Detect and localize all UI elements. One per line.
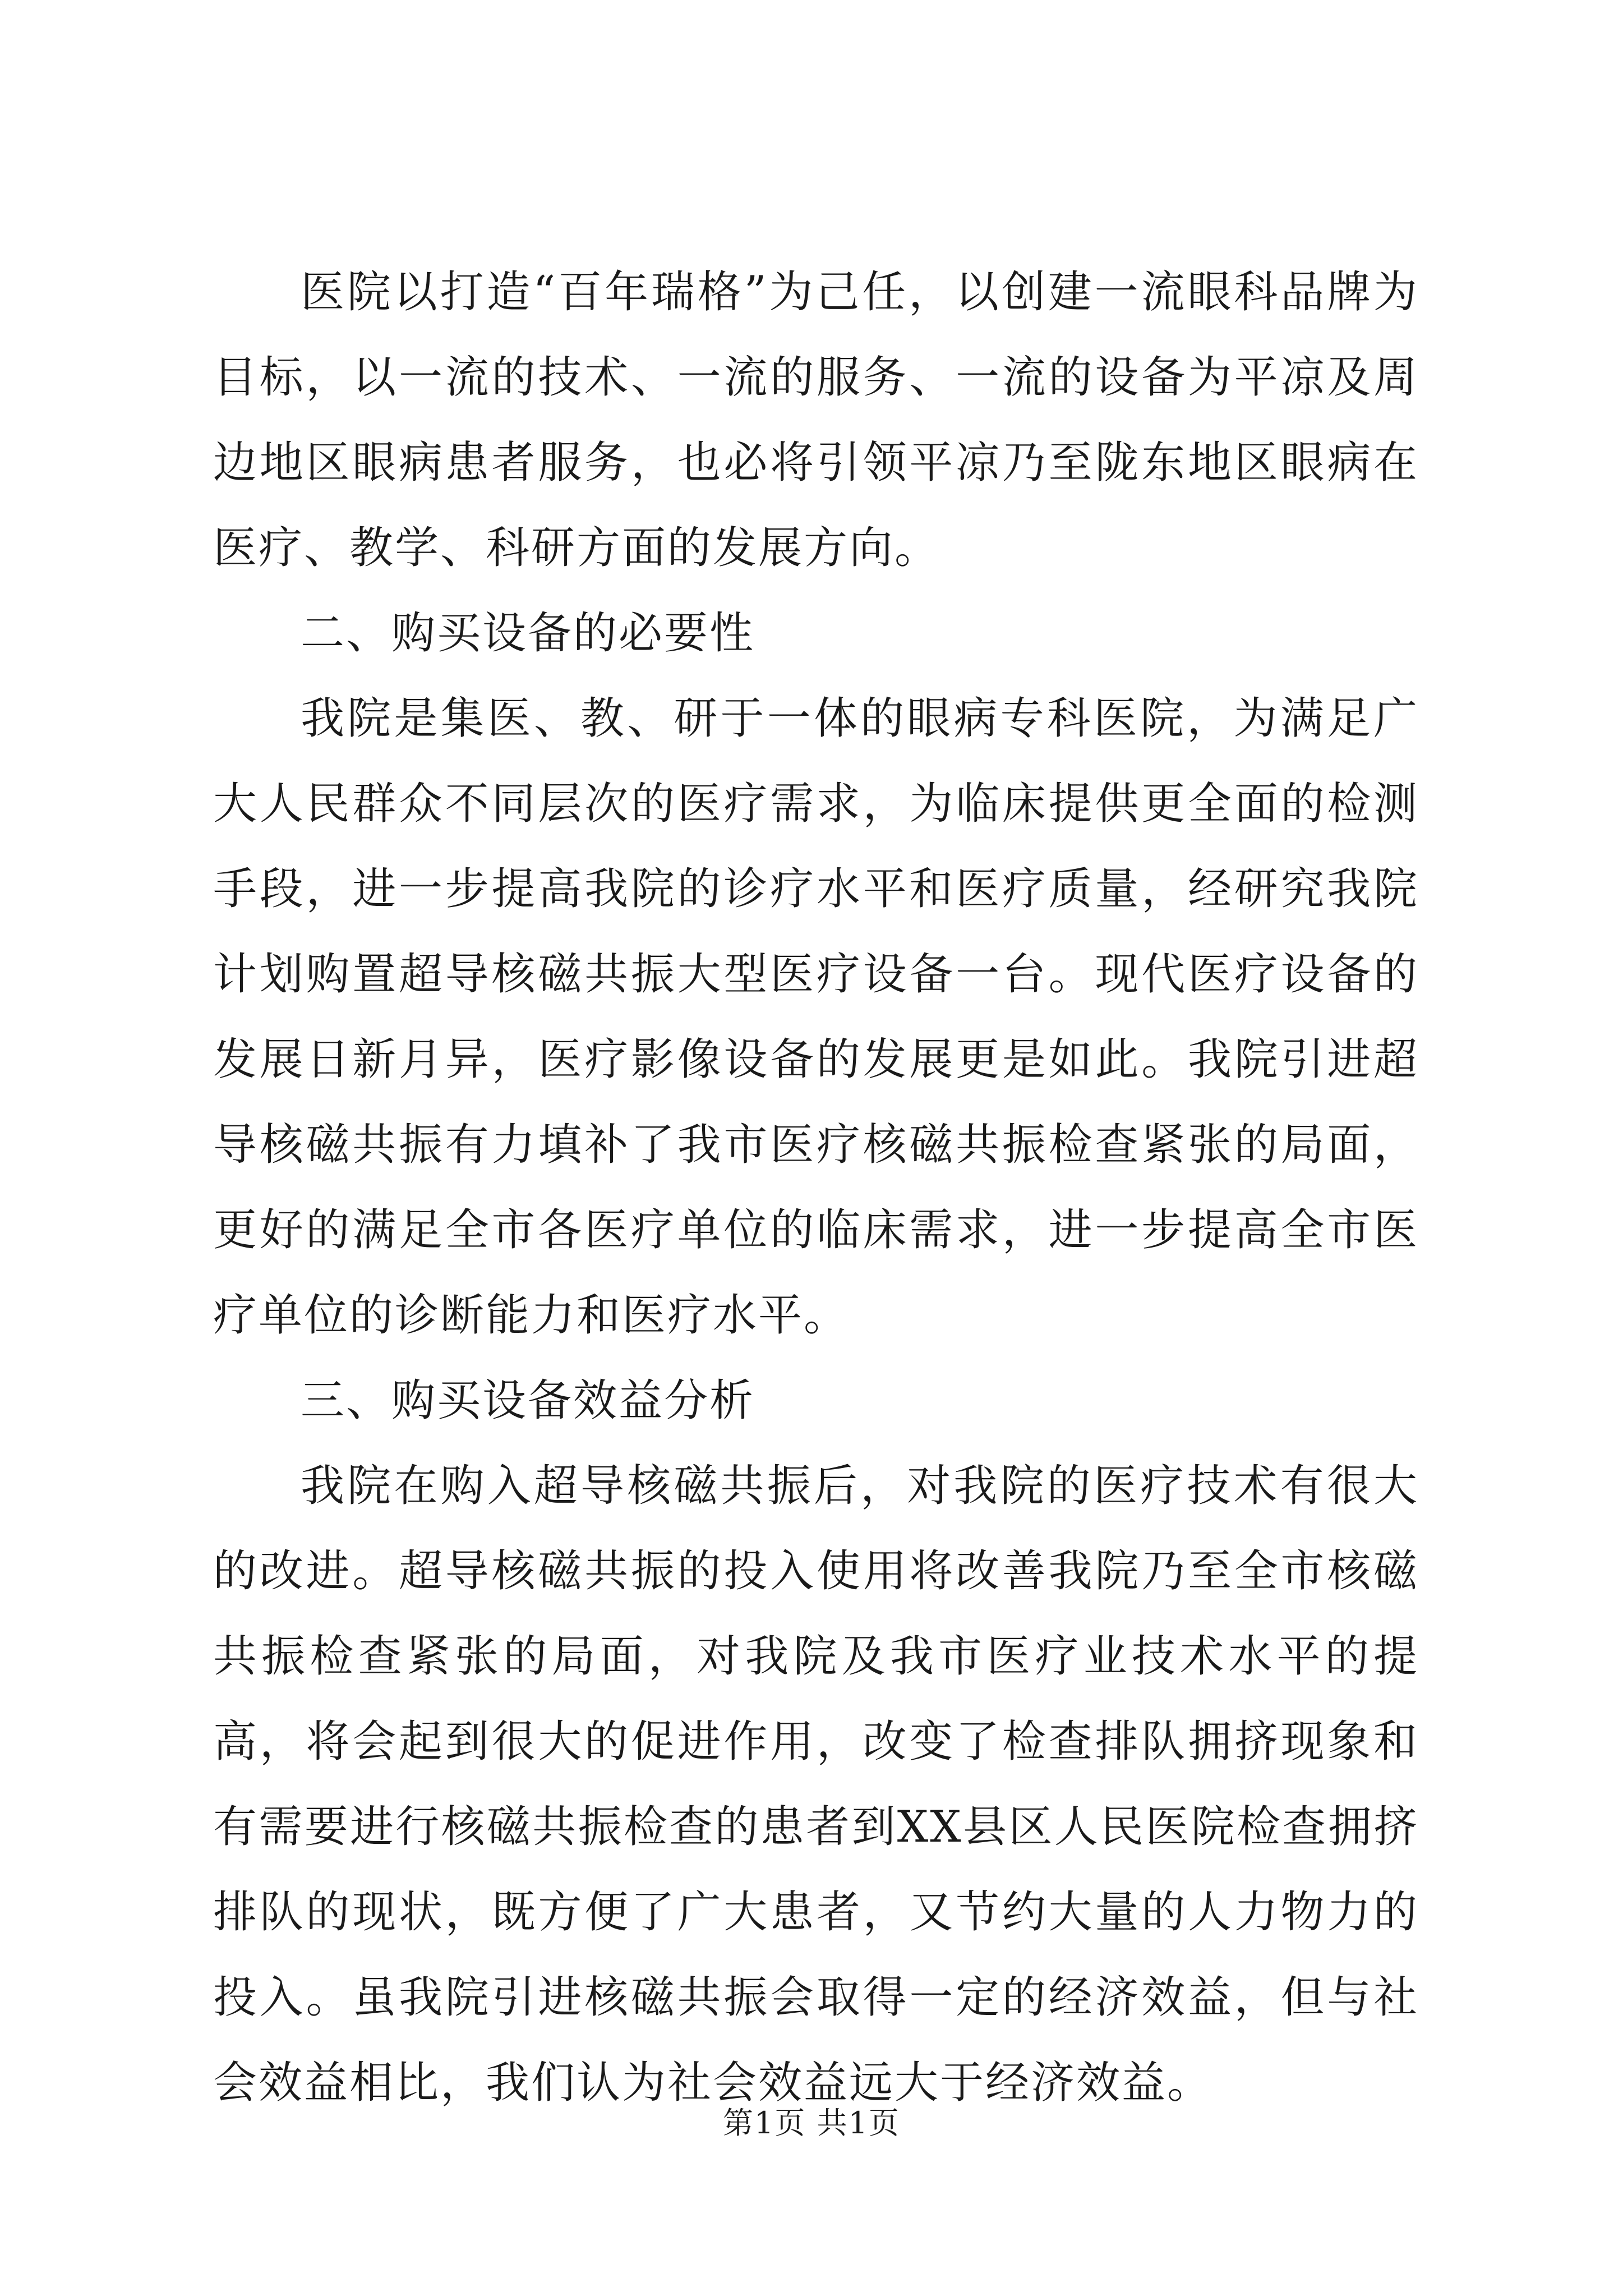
paragraph-intro: 医院以打造“百年瑞格”为己任，以创建一流眼科品牌为目标，以一流的技术、一流的服务、一流的设备为平凉及周边地区眼病患者服务，也必将引领平凉乃至陇东地区眼病在医疗、教学、科研方面的发展方向。 — [213, 267, 1419, 573]
page-footer: 第1页 共1页 — [723, 2105, 900, 2141]
paragraph-benefit: 我院在购入超导核磁共振后，对我院的医疗技术有很大的改进。超导核磁共振的投入使用将改善我院乃至全市核磁共振检查紧张的局面，对我院及我市医疗业技术水平的提高，将会起到很大的促进作用，改变了检查排队拥挤现象和有需要进行核磁共振检查的患者到XX县区人民医院检查拥挤排队的现状，既方便了广大患者，又节约大量的人力物力的投入。虽我院引进核磁共振会取得一定的经济效益，但与社会效益相比，我们认为社会效益远大于经济效益。 — [213, 1461, 1419, 2108]
document-body — [213, 250, 1419, 2125]
section-heading-necessity: 二、购买设备的必要性 — [301, 608, 755, 659]
section-heading-benefit: 三、购买设备效益分析 — [301, 1375, 755, 1426]
paragraph-necessity: 我院是集医、教、研于一体的眼病专科医院，为满足广大人民群众不同层次的医疗需求，为临床提供更全面的检测手段，进一步提高我院的诊疗水平和医疗质量，经研究我院计划购置超导核磁共振大型医疗设备一台。现代医疗设备的发展日新月异，医疗影像设备的发展更是如此。我院引进超导核磁共振有力填补了我市医疗核磁共振检查紧张的局面，更好的满足全市各医疗单位的临床需求，进一步提高全市医疗单位的诊断能力和医疗水平。 — [213, 693, 1419, 1341]
